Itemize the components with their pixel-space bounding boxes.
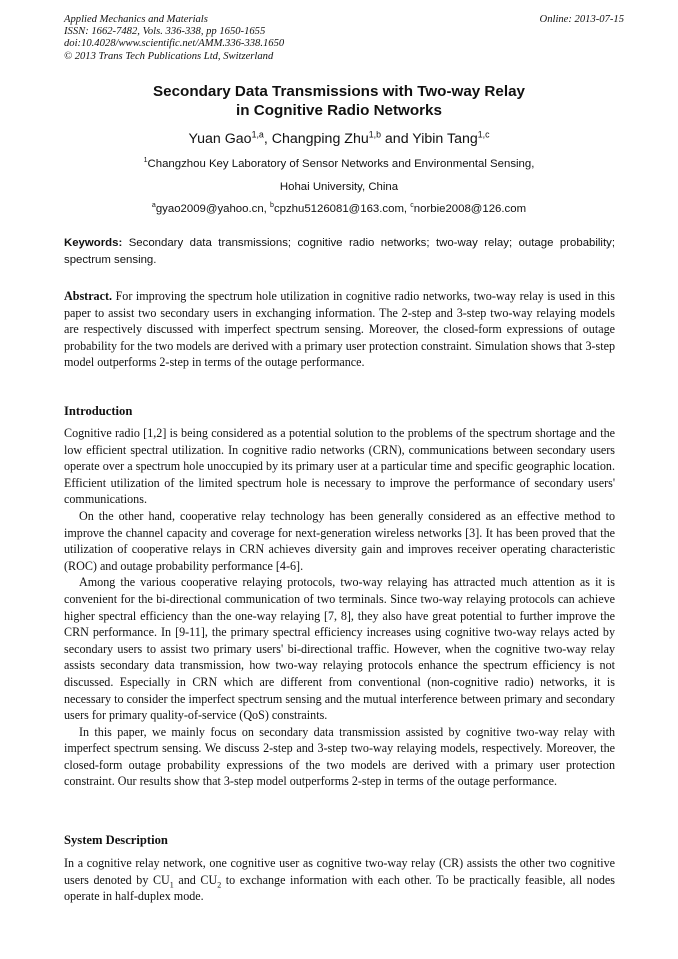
text-run: and CU (173, 872, 218, 887)
author-list (0, 130, 678, 148)
affiliation-line-1 (0, 157, 678, 171)
abstract-text: For improving the spectrum hole utilization in cognitive radio networks, two-way relay is used in this paper to assist two secondary users in exchanging information. The 2-step and 3-step two-way relaying models are respectively discussed with imperfect spectrum sensing. Moreover, the closed-form expressions of outage probability for the two models are derived with a primary user protection constraint. Simulation shows that 3-step model outperforms 2-step in terms of the outage performance. (64, 289, 615, 370)
email-superscript: c (410, 202, 414, 210)
paragraph: Among the various cooperative relaying protocols, two-way relaying has attracted much attention as it is convenient for the bi-directional communication of two terminals. Since two-way relaying protocols can achieve higher spectral efficiency than the one-way relaying [7, 8], they also have great potential to further improve the CRN performance. In [9-11], the primary spectral efficiency increases using cognitive two-way relays acted by secondary users to assist two primary users' bi-directional traffic. However, when the cognitive two-way relay assists secondary data transmission, how two-way relaying protocols enhance the spectrum efficiency is not discussed. Especially in CRN which are different from conventional (non-cognitive radio) networks, it is necessary to consider the imperfect spectrum sensing and the mutual interference between primary and secondary users for primary quality-of-service (QoS) constraints. (64, 575, 615, 723)
abstract-block (64, 288, 615, 371)
issn-line: ISSN: 1662-7482, Vols. 336-338, pp 1650-1655 (64, 26, 266, 38)
author-separator: , (263, 131, 272, 147)
journal-header (64, 14, 624, 63)
keywords-label: Keywords: (64, 237, 123, 249)
author-superscript: 1,b (368, 129, 381, 140)
keywords-text: Secondary data transmissions; cognitive radio networks; two-way relay; outage probability; spectrum sensing. (64, 237, 615, 266)
journal-name: Applied Mechanics and Materials (64, 14, 208, 25)
system-description-body (64, 855, 615, 905)
author-separator: and (380, 131, 413, 147)
author-superscript: 1,c (477, 129, 490, 140)
email-line (0, 202, 678, 216)
paper-title (0, 82, 678, 120)
online-date: Online: 2013-07-15 (539, 14, 624, 25)
subscript: 1 (169, 880, 174, 889)
title-line-2: in Cognitive Radio Networks (236, 102, 442, 119)
email-superscript: b (270, 202, 274, 210)
subscript: 2 (217, 880, 222, 889)
email-address: gyao2009@yahoo.cn, (155, 203, 271, 215)
paragraph (64, 855, 615, 905)
paragraph: In this paper, we mainly focus on secondary data transmission assisted by cognitive two-way relay with imperfect spectrum sensing. We discuss 2-step and 3-step two-way relaying models, respectively. Moreover, the closed-form outage probability expressions of the two models are derived with a primary user protection constraint. Our results show that 3-step model outperforms 2-step in terms of the outage performance. (64, 724, 615, 789)
author-name: Yibin Tang (412, 131, 478, 147)
text-run: In a cognitive relay network, one cognitive user as cognitive two-way relay (CR) assists the other two cognitive users denoted by CU (64, 856, 615, 887)
paragraph: On the other hand, cooperative relay technology has been generally considered as an effective method to improve the channel capacity and coverage for next-generation wireless networks [3]. It has been proved that the utilization of cooperative relays in CRN achieves diversity gain and improves receiver operating characteristic (ROC) and outage probability performance [4-6]. (64, 508, 615, 573)
section-heading-introduction: Introduction (64, 404, 133, 418)
title-line-1: Secondary Data Transmissions with Two-way Relay (153, 83, 525, 100)
author-name: Yuan Gao (188, 131, 252, 147)
affiliation-superscript: 1 (143, 157, 148, 165)
email-address: cpzhu5126081@163.com, (273, 203, 411, 215)
text-run: to exchange information with each other. To be practically feasible, all nodes operate in half-duplex mode. (64, 872, 615, 904)
doi-line: doi:10.4028/www.scientific.net/AMM.336-338.1650 (64, 38, 285, 50)
introduction-body (64, 425, 615, 790)
affiliation-line-2: Hohai University, China (279, 181, 399, 193)
section-heading-system-description: System Description (64, 833, 168, 847)
author-superscript: 1,a (251, 129, 264, 140)
keywords-block (64, 235, 615, 269)
copyright-line: © 2013 Trans Tech Publications Ltd, Switzerland (64, 50, 274, 62)
author-name: Changping Zhu (271, 131, 369, 147)
email-superscript: a (151, 202, 156, 210)
affiliation-text: Changzhou Key Laboratory of Sensor Networks and Environmental Sensing, (147, 158, 535, 170)
email-address: norbie2008@126.com (413, 203, 527, 215)
abstract-label: Abstract. (64, 289, 113, 303)
paragraph: Cognitive radio [1,2] is being considered as a potential solution to the problems of the spectrum shortage and the low efficient spectral utilization. In cognitive radio networks (CRN), communications between secondary users operate over a spectrum hole unoccupied by its primary user at a particular time and specific geographic location. Efficient utilization of the limited spectrum hole is necessary to improve the performance of secondary users' communications. (64, 426, 615, 507)
